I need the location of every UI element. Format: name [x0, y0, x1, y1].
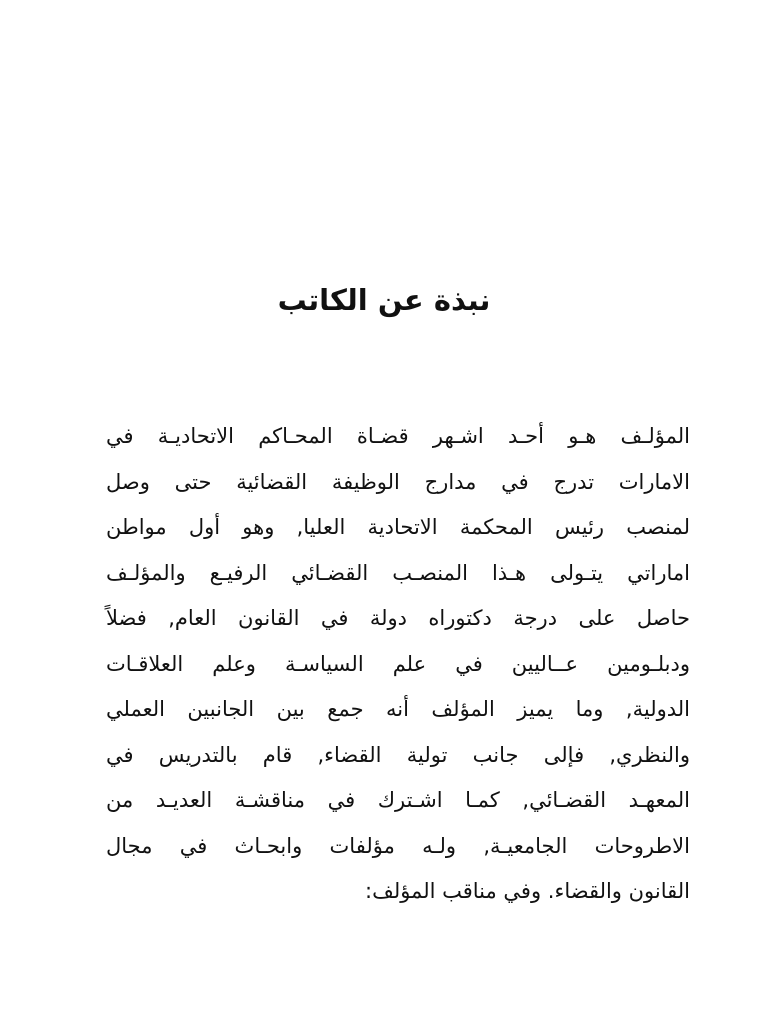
paragraph-line: الامارات تدرج في مدارج الوظيفة القضائية حتى وصل — [106, 469, 690, 494]
paragraph-line: والنظري, فإلى جانب تولية القضاء, قام بالتدريس في — [106, 742, 690, 767]
paragraph-line: الاطروحات الجامعيـة, ولـه مؤلفات وابحـاث في مجال — [106, 833, 690, 858]
page-title: نبذة عن الكاتب — [277, 283, 491, 317]
paragraph-line: القانون والقضاء. وفي مناقب المؤلف: — [365, 879, 690, 903]
paragraph-line: ودبلـومين عــاليين في علم السياسـة وعلم العلاقـات — [106, 651, 690, 676]
paragraph-line: اماراتي يتـولى هـذا المنصـب القضـائي الرفيـع والمؤلـف — [106, 560, 690, 585]
paragraph-line: حاصل على درجة دكتوراه دولة في القانون العام, فضلاً — [106, 606, 690, 630]
author-bio-paragraph — [106, 414, 690, 915]
paragraph-line: لمنصب رئيس المحكمة الاتحادية العليا, وهو أول مواطن — [106, 515, 690, 539]
paragraph-line: الدولية, وما يميز المؤلف أنه جمع بين الجانبين العملي — [106, 697, 690, 721]
paragraph-line: المعهـد القضـائي, كمـا اشـترك في مناقشـة العديـد من — [106, 788, 690, 812]
paragraph-line: المؤلـف هـو أحـد اشـهر قضـاة المحـاكم الاتحاديـة في — [106, 424, 690, 448]
